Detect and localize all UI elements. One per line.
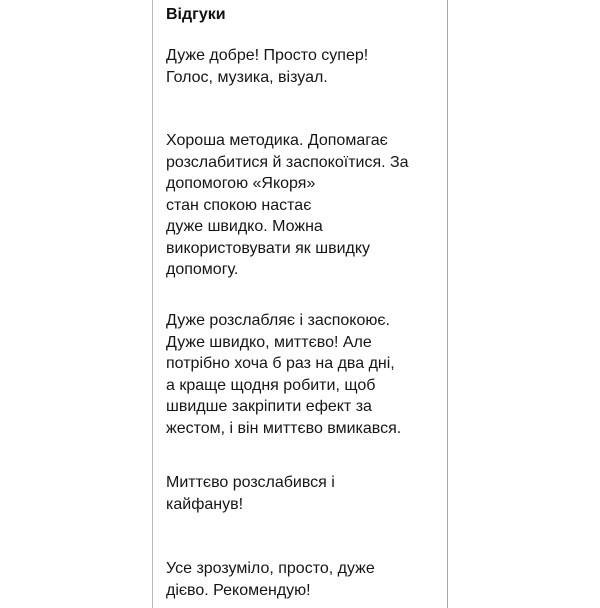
review-item [166,45,436,88]
section-title: Відгуки [166,6,226,23]
review-line: Хороша методика. Допомагає [166,132,388,149]
review-line: швидше закріпити ефект за [166,398,372,415]
review-line: дуже швидко. Можна [166,218,323,235]
review-item [166,472,436,515]
review-line: Усе зрозуміло, просто, дуже [166,560,375,577]
review-line: допомогою «Якоря» [166,175,316,192]
review-line: Дуже швидко, миттєво! Але [166,333,372,351]
review-item [166,558,436,601]
review-line: потрібно хоча б раз на два дні, [166,355,395,372]
review-line: стан спокою настає [166,196,312,214]
review-line: Миттєво розслабився і [166,474,335,491]
review-line: Голос, музика, візуал. [166,68,328,86]
review-line: Дуже розслабляє і заспокоює. [166,312,390,329]
review-line: а краще щодня робити, щоб [166,376,376,394]
review-line: розслабитися й заспокоїтися. За [166,153,409,171]
review-item [166,130,436,281]
review-line: кайфанув! [166,495,244,513]
reviews-card [152,0,448,608]
review-line: дієво. Рекомендую! [166,581,311,599]
review-line: допомогу. [166,261,239,278]
review-line: жестом, і він миттєво вмикався. [166,419,402,437]
review-line: використовувати як швидку [166,239,371,257]
review-line: Дуже добре! Просто супер! [166,47,369,64]
review-item [166,310,436,439]
